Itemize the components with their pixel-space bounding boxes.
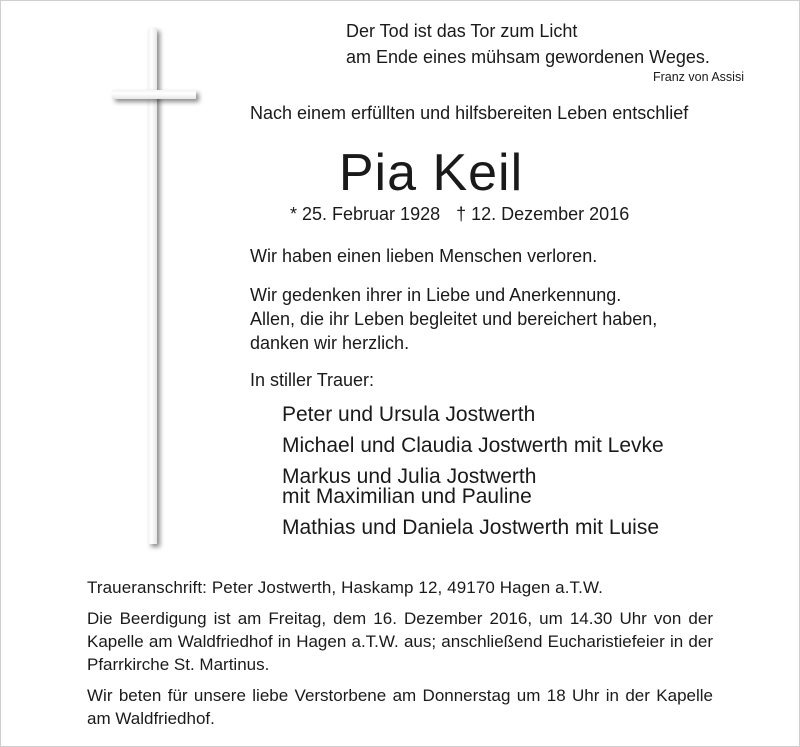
deceased-name: Pia Keil xyxy=(338,144,524,202)
quote-author: Franz von Assisi xyxy=(652,70,744,84)
prayer-info: Wir beten für unsere liebe Verstorbene am Donnerstag um 18 Uhr in der Kapelle am Waldfriedhof. xyxy=(87,686,713,728)
family-member: Peter und Ursula Jostwerth xyxy=(282,403,536,426)
death-date: † 12. Dezember 2016 xyxy=(456,204,630,224)
quote xyxy=(346,18,710,70)
family-list xyxy=(282,402,664,546)
intro-text: Nach einem erfüllten und hilfsbereiten Leben entschlief xyxy=(250,103,689,123)
family-member: Mathias und Daniela Jostwerth mit Luise xyxy=(282,516,660,539)
cross-vertical-beam xyxy=(148,28,157,544)
quote-line-2: am Ende eines mühsam gewordenen Weges. xyxy=(346,47,710,67)
message-line-4: danken wir herzlich. xyxy=(250,333,410,353)
quote-line-1: Der Tod ist das Tor zum Licht xyxy=(346,21,578,41)
funeral-info: Die Beerdigung ist am Freitag, dem 16. Dezember 2016, um 14.30 Uhr von der Kapelle am Waldfriedhof in Hagen a.T.W. aus; anschließend Eucharistiefeier in der Pfarrkirche St. Martinus. xyxy=(87,609,713,674)
message-line-2: Wir gedenken ihrer in Liebe und Anerkennung. xyxy=(250,285,622,305)
mourning-address: Traueranschrift: Peter Jostwerth, Haskamp 12, 49170 Hagen a.T.W. xyxy=(87,578,604,597)
family-member: Michael und Claudia Jostwerth mit Levke xyxy=(282,434,664,457)
family-member-continued: mit Maximilian und Pauline xyxy=(282,485,532,508)
life-dates xyxy=(290,204,629,225)
message-line-3: Allen, die ihr Leben begleitet und bereichert haben, xyxy=(250,309,658,329)
cross-icon xyxy=(112,28,196,544)
family-member: Markus und Julia Jostwerth xyxy=(282,465,537,488)
cross-horizontal-beam xyxy=(112,90,196,99)
birth-date: * 25. Februar 1928 xyxy=(290,204,441,224)
mourning-label: In stiller Trauer: xyxy=(250,370,375,390)
message-line-1: Wir haben einen lieben Menschen verloren. xyxy=(250,246,598,266)
message-paragraph xyxy=(250,283,657,355)
